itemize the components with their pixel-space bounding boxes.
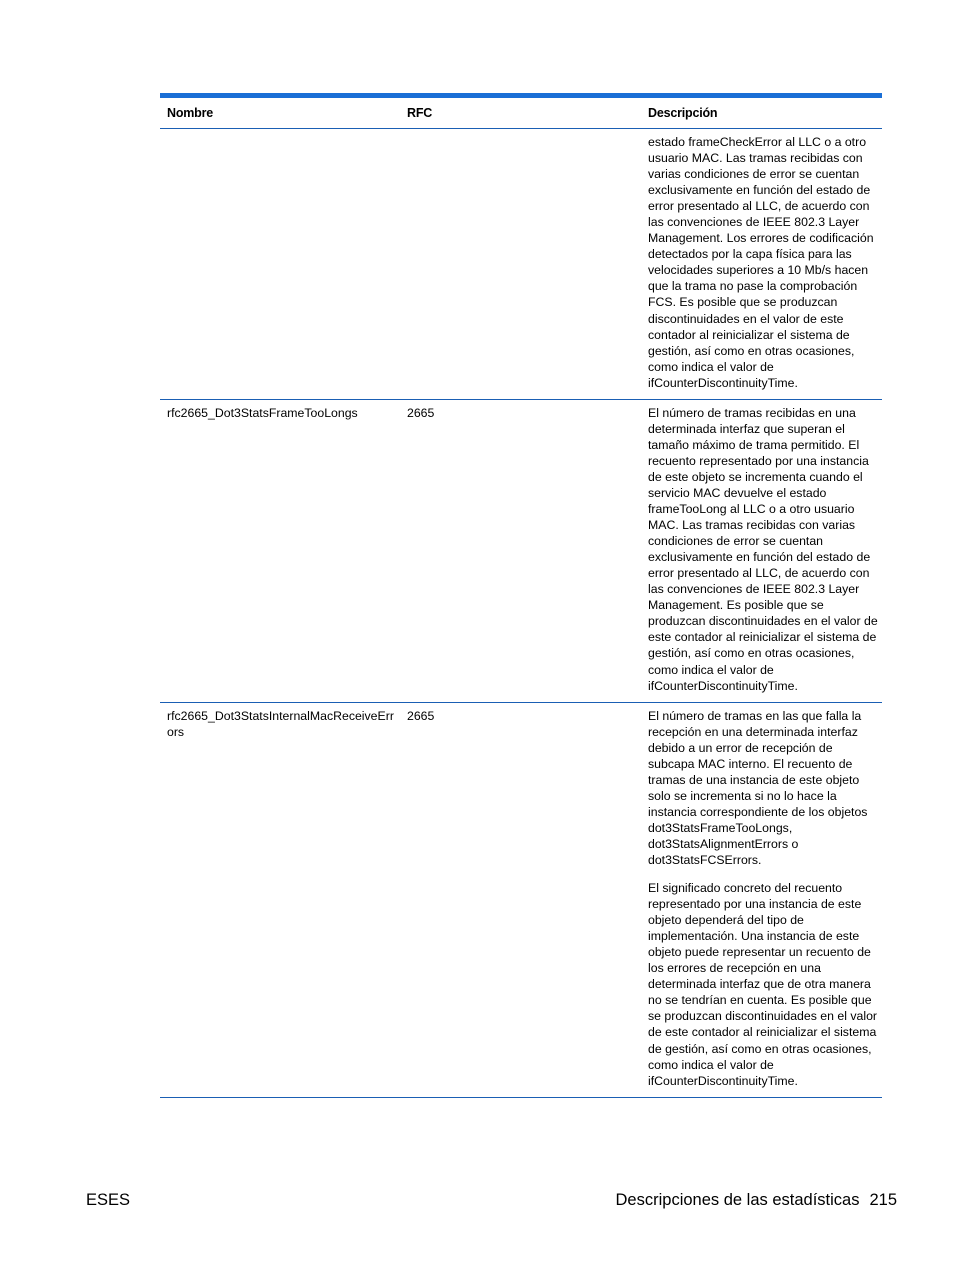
description-paragraph: El número de tramas en las que falla la recepción en una determinada interfaz debido a un error de recepción de subcapa MAC interno. El recuento de tramas de una instancia de este objeto solo se incrementa si no lo hace la instancia correspondiente de los objetos dot3StatsFrameTooLongs, dot3StatsAlignmentErrors o dot3StatsFCSErrors. bbox=[648, 708, 868, 868]
table-header bbox=[160, 98, 882, 129]
table-row bbox=[160, 129, 882, 400]
cell-description bbox=[641, 129, 882, 399]
cell-description bbox=[641, 703, 882, 1097]
cell-rfc: 2665 bbox=[407, 708, 435, 723]
header-descripcion: Descripción bbox=[648, 106, 718, 120]
table-row bbox=[160, 703, 882, 1098]
footer-section-title: Descripciones de las estadísticas bbox=[615, 1191, 860, 1209]
cell-description bbox=[641, 400, 882, 702]
cell-name: rfc2665_Dot3StatsFrameTooLongs bbox=[167, 405, 358, 420]
description-paragraph: estado frameCheckError al LLC o a otro usuario MAC. Las tramas recibidas con varias condiciones de error se cuentan exclusivamente en función del estado de error presentado al LLC, de acuerdo con las convenciones de IEEE 802.3 Layer Management. Los errores de codificación detectados por la capa física para las velocidades superiores a 10 Mb/s hacen que la trama no pase la comprobación FCS. Es posible que se produzcan discontinuidades en el valor de este contador al reinicializar el sistema de gestión, así como en otras ocasiones, como indica el valor de ifCounterDiscontinuityTime. bbox=[648, 135, 874, 390]
statistics-table bbox=[160, 93, 882, 1098]
header-nombre: Nombre bbox=[167, 106, 214, 120]
description-paragraph: El número de tramas recibidas en una determinada interfaz que superan el tamaño máximo de trama permitido. El recuento representado por una instancia de este objeto se incrementa cuando el servicio MAC devuelve el estado frameTooLong al LLC o a otro usuario MAC. Las tramas recibidas con varias condiciones de error se cuentan exclusivamente en función del estado de error presentado al LLC, de acuerdo con las convenciones de IEEE 802.3 Layer Management. Es posible que se produzcan discontinuidades en el valor de este contador al reinicializar el sistema de gestión, así como en otras ocasiones, como indica el valor de ifCounterDiscontinuityTime. bbox=[648, 405, 878, 693]
table-row bbox=[160, 400, 882, 703]
cell-rfc: 2665 bbox=[407, 405, 435, 420]
header-rfc: RFC bbox=[407, 106, 433, 120]
footer-locale-code: ESES bbox=[86, 1191, 131, 1209]
footer-section bbox=[616, 1191, 897, 1210]
cell-name: rfc2665_Dot3StatsInternalMacReceiveErrors bbox=[167, 708, 394, 739]
cell-rfc bbox=[400, 129, 641, 399]
page-number: 215 bbox=[869, 1191, 897, 1209]
description-paragraph: El significado concreto del recuento representado por una instancia de este objeto dependerá del tipo de implementación. Una instancia de este objeto puede representar un recuento de los errores de recepción en una determinada interfaz que de otra manera no se tendrían en cuenta. Es posible que se produzcan discontinuidades en el valor de este contador al reinicializar el sistema de gestión, así como en otras ocasiones, como indica el valor de ifCounterDiscontinuityTime. bbox=[648, 881, 878, 1088]
cell-name bbox=[160, 129, 400, 399]
